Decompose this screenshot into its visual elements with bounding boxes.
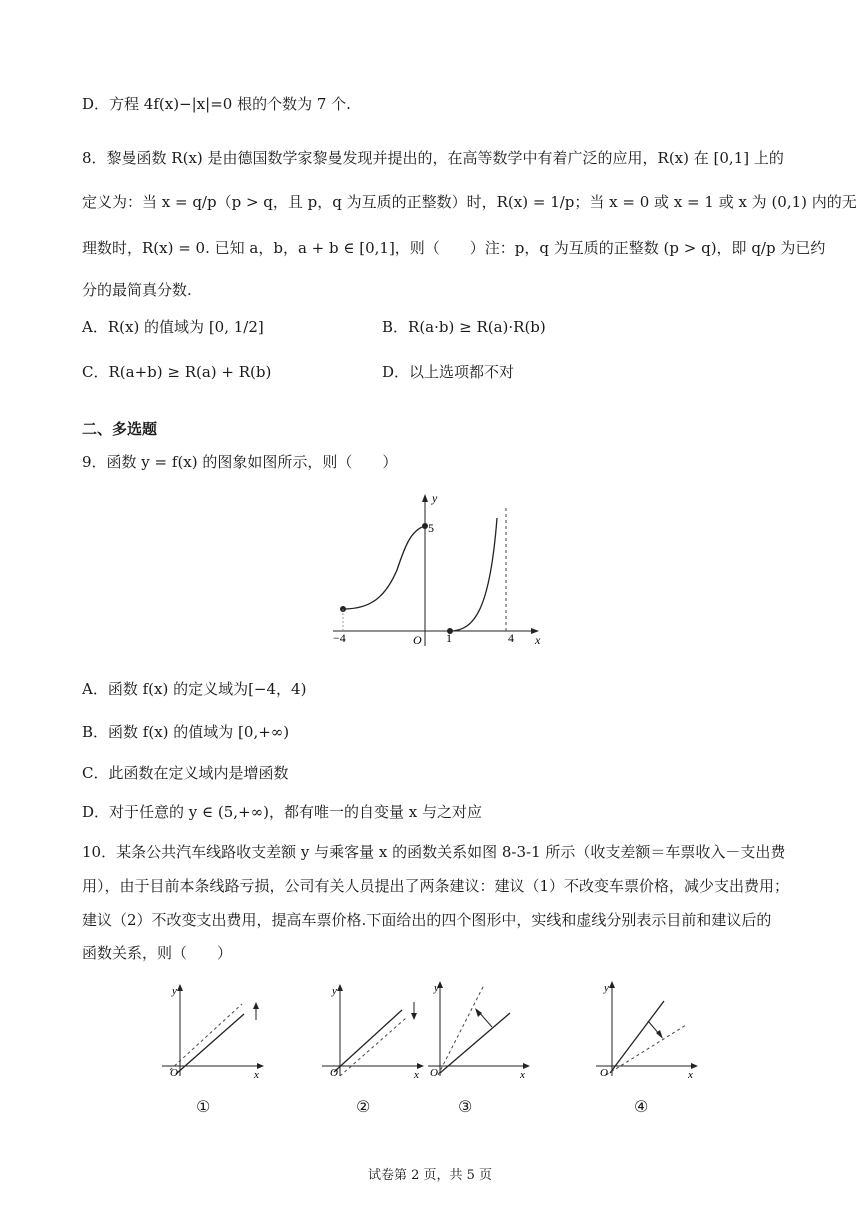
q8-option-b: B．R(a·b) ≥ R(a)·R(b): [382, 318, 546, 336]
fig4-x: x: [688, 1069, 693, 1080]
section-title: 二、多选题: [82, 420, 158, 438]
fig2-o: O: [330, 1067, 338, 1079]
fig2-y: y: [332, 985, 337, 997]
q9-tick-neg4: −4: [333, 631, 346, 645]
q8-stem-line1: 8．黎曼函数 R(x) 是由德国数学家黎曼发现并提出的，在高等数学中有着广泛的应用，R(x) 在 [0,1] 上的: [82, 149, 784, 167]
q8-stem-line4: 分的最简真分数.: [82, 281, 192, 299]
q9-tick-4: 4: [508, 631, 514, 645]
fig1-y: y: [172, 985, 177, 997]
fig1-x: x: [254, 1069, 259, 1080]
q9-function-graph: [325, 488, 555, 648]
q10-stem-line4: 函数关系，则（ ）: [82, 944, 233, 962]
q10-figure-1-caption: ①: [196, 1097, 211, 1116]
fig4-y: y: [604, 982, 609, 994]
q9-x-label: x: [535, 633, 541, 647]
q9-tick-5: 5: [428, 521, 434, 535]
fig3-x: x: [520, 1069, 525, 1080]
fig3-y: y: [434, 982, 439, 994]
q10-figure-4-caption: ④: [634, 1097, 649, 1116]
fig3-o: O: [430, 1067, 438, 1079]
fig2-x: x: [414, 1069, 419, 1080]
fig4-o: O: [600, 1067, 608, 1079]
q8-option-d: D．以上选项都不对: [382, 363, 515, 381]
q8-option-a: A．R(x) 的值域为 [0, 1/2]: [82, 318, 264, 336]
page-footer: 试卷第 2 页，共 5 页: [367, 1168, 493, 1183]
q8-stem-line2: 定义为：当 x = q/p（p > q，且 p，q 为互质的正整数）时，R(x) = 1/p；当 x = 0 或 x = 1 或 x 为 (0,1) 内的无: [82, 193, 857, 211]
q9-right-curve: [450, 518, 497, 631]
q9-y-label: y: [432, 491, 438, 505]
q10-figure-2: [318, 980, 428, 1080]
q8-stem-line3: 理数时，R(x) = 0. 已知 a，b，a + b ∈ [0,1]，则（ ）注：p，q 为互质的正整数 (p > q)，即 q/p 为已约: [82, 239, 826, 257]
q10-stem-line2: 用），由于目前本条线路亏损，公司有关人员提出了两条建议：建议（1）不改变车票价格，减少支出费用；: [82, 877, 790, 895]
q9-tick-1: 1: [446, 631, 452, 645]
q10-figure-4: [592, 975, 702, 1080]
q9-option-d: D．对于任意的 y ∈ (5,+∞)，都有唯一的自变量 x 与之对应: [82, 803, 482, 821]
q10-figure-1: [158, 980, 268, 1080]
q7-option-d: D．方程 4f(x)−|x|=0 根的个数为 7 个.: [82, 95, 351, 113]
q10-figure-3: [424, 975, 534, 1080]
q9-stem: 9．函数 y = f(x) 的图象如图所示，则（ ）: [82, 453, 398, 471]
q9-y-arrow: [422, 494, 428, 502]
q10-figure-3-caption: ③: [458, 1097, 473, 1116]
q9-option-a: A．函数 f(x) 的定义域为[−4，4): [82, 680, 307, 698]
q8-option-c: C．R(a+b) ≥ R(a) + R(b): [82, 363, 272, 381]
q9-option-c: C．此函数在定义域内是增函数: [82, 764, 289, 782]
q9-option-b: B．函数 f(x) 的值域为 [0,+∞): [82, 723, 290, 741]
q10-stem-line1: 10．某条公共汽车线路收支差额 y 与乘客量 x 的函数关系如图 8-3-1 所示（收支差额＝车票收入－支出费: [82, 843, 786, 861]
q10-figure-2-caption: ②: [356, 1097, 371, 1116]
q10-stem-line3: 建议（2）不改变支出费用，提高车票价格.下面给出的四个图形中，实线和虚线分别表示目前和建议后的: [82, 911, 772, 929]
q9-origin-label: O: [413, 633, 422, 647]
q9-left-curve: [343, 526, 425, 609]
fig1-o: O: [170, 1067, 178, 1079]
